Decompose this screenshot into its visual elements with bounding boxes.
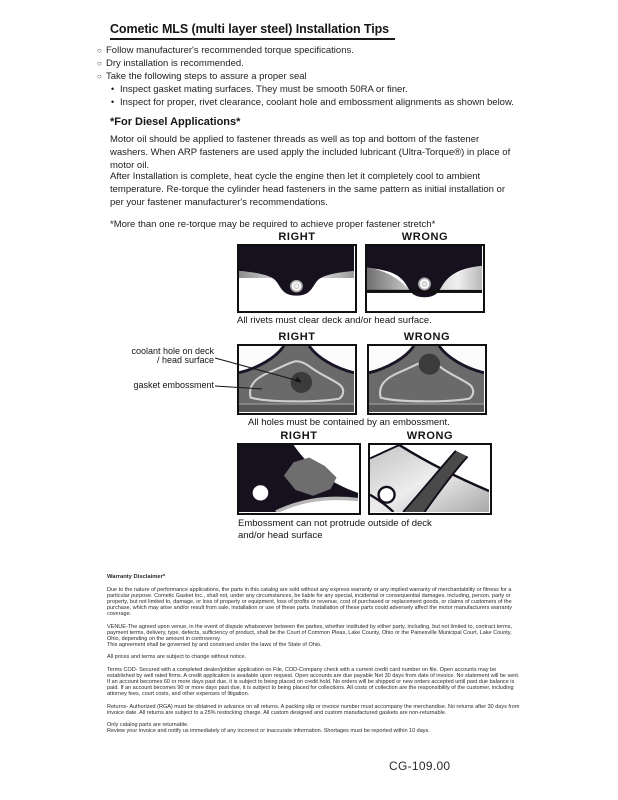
figure-caption: All rivets must clear deck and/or head surface. [237,315,432,326]
embossment-right-panel [237,443,361,515]
figure-embossment-protrusion [237,430,492,542]
gasket-embossment-annotation: gasket embossment [133,380,214,390]
tip-text: Dry installation is recommended. [106,58,244,69]
circle-bullet-icon: ○ [97,59,102,68]
retorque-note: *More than one re-torque may be required to achieve proper fastener stretch* [110,219,436,230]
tips-list [97,44,527,109]
wrong-label: WRONG [403,331,451,343]
embossment-wrong-panel [368,443,492,515]
rivet-right-panel [237,244,357,313]
disclaimer-paragraph: Only catalog parts are returnable. [107,721,189,728]
right-label: RIGHT [280,430,318,442]
hole-containment-wrong-diagram [369,346,484,412]
disclaimer-paragraph: Review your invoice and notify us immediately of any incorrect or inaccurate information. Shortages must be reported within 10 days. [107,728,430,735]
diesel-section-heading: *For Diesel Applications* [110,116,241,128]
list-item [97,44,527,57]
page-code: CG-109.00 [389,759,451,773]
circle-bullet-icon: ○ [97,72,102,81]
tip-text: Take the following steps to assure a proper seal [106,71,307,82]
hole-containment-right-diagram [239,346,354,412]
rivet-wrong-panel [365,244,485,313]
wrong-label: WRONG [401,231,449,243]
diesel-paragraph: After Installation is complete, heat cycle the engine then let it completely cool to ambient temperature. Re-torque the cylinder head fasteners in the same pattern as initial installation or per your fastener manufacturer's recommendations. [110,171,505,208]
figure-caption: Embossment can not protrude outside of deck and/or head surface [238,518,432,541]
figure-caption: All holes must be contained by an embossment. [248,417,450,428]
hole-wrong-panel [367,344,487,415]
list-item [97,57,527,70]
warranty-disclaimer-block [107,574,521,740]
returns-paragraph-group [107,722,521,734]
dot-bullet-icon: • [111,97,115,107]
figure-hole-containment [115,331,485,431]
tip-text: Follow manufacturer's recommended torque specifications. [106,45,354,56]
embossment-right-diagram [239,445,358,512]
right-label: RIGHT [278,331,316,343]
figure-rivet-clearance [237,231,483,327]
disclaimer-paragraph: Due to the nature of performance applications, the parts in this catalog are sold without any express warranty or any implied warranty of merchantability or fitness for a particular purpose. Cometic Gasket Inc., shall not, under any circumstances, be liable for any special, incidental or consequential damages, including, person, party or property, but not limited to, damage, or loss of property or equipment, loss of profits or revenue, cost of purchased or replacement goods, or claims of customers of the purchase, which may arise and/or result from sale, installation or use of these parts. Installation of these parts could adversely affect the motor manufacturers warranty coverage. [107,586,512,618]
page-title: Cometic MLS (multi layer steel) Installation Tips [110,22,395,40]
hole-right-panel [237,344,357,415]
warranty-disclaimer-heading: Warranty Disclaimer* [107,574,166,580]
disclaimer-paragraph: Returns- Authorized (RGA) must be obtained in advance on all returns. A packing slip or invoice number must accompany the merchandise. No returns after 30 days from invoice date. All returns are subject to a 25% restocking charge. All custom designed and custom manufactured gaskets are non-returnable. [107,703,520,716]
tip-text: Inspect for proper, rivet clearance, coolant hole and embossment alignments as shown below. [120,97,514,108]
disclaimer-paragraph: All prices and terms are subject to change without notice. [107,654,247,661]
embossment-wrong-diagram [370,445,489,512]
dot-bullet-icon: • [111,84,115,94]
disclaimer-paragraph: This agreement shall be governed by and construed under the laws of the State of Ohio. [107,642,322,649]
tip-text: Inspect gasket mating surfaces. They must be smooth 50RA or finer. [120,84,408,95]
list-item [97,96,527,109]
list-item [97,83,527,96]
coolant-hole-annotation: coolant hole on deck / head surface [131,346,214,365]
disclaimer-paragraph: Terms COD- Secured with a completed dealer/jobber application on File, COD-Company check with a current credit card number on file. Open accounts may be established by well rated firms. A credit application is available upon request. Open accounts are due payable Net 30 days from date of invoice. No statement will be sent. If an account becomes 60 or more days past due, it is subject to being placed on credit hold. No orders will be shipped or new orders accepted until past due balance is paid. If an account becomes 90 or more days past due, it is subject to being placed for collections. All costs of collection are the responsibility of the customer, including attorney fees, court costs, and other expenses of litigation. [107,666,520,698]
right-label: RIGHT [278,231,316,243]
venue-paragraph-group [107,624,521,649]
diesel-paragraph: Motor oil should be applied to fastener threads as well as top and bottom of the fastener washers. When ARP fasteners are used apply the included lubricant (Ultra-Torque®) in place of motor oil. [110,134,511,171]
rivet-clearance-right-diagram [239,246,354,310]
disclaimer-paragraph: VENUE-The agreed upon venue, in the event of dispute whatsoever between the parties, whether instituted by either party, including, but not limited to, contract terms, payment terms, delivery, type, defects, sufficiency of product, shall be the Court of Common Pleas, Lake County, Ohio or the Painesville Municipal Court, Lake County, Ohio, depending on the amount in controversy. [107,623,512,642]
circle-bullet-icon: ○ [97,46,102,55]
wrong-label: WRONG [406,430,454,442]
list-item [97,70,527,83]
rivet-clearance-wrong-diagram [367,246,482,310]
